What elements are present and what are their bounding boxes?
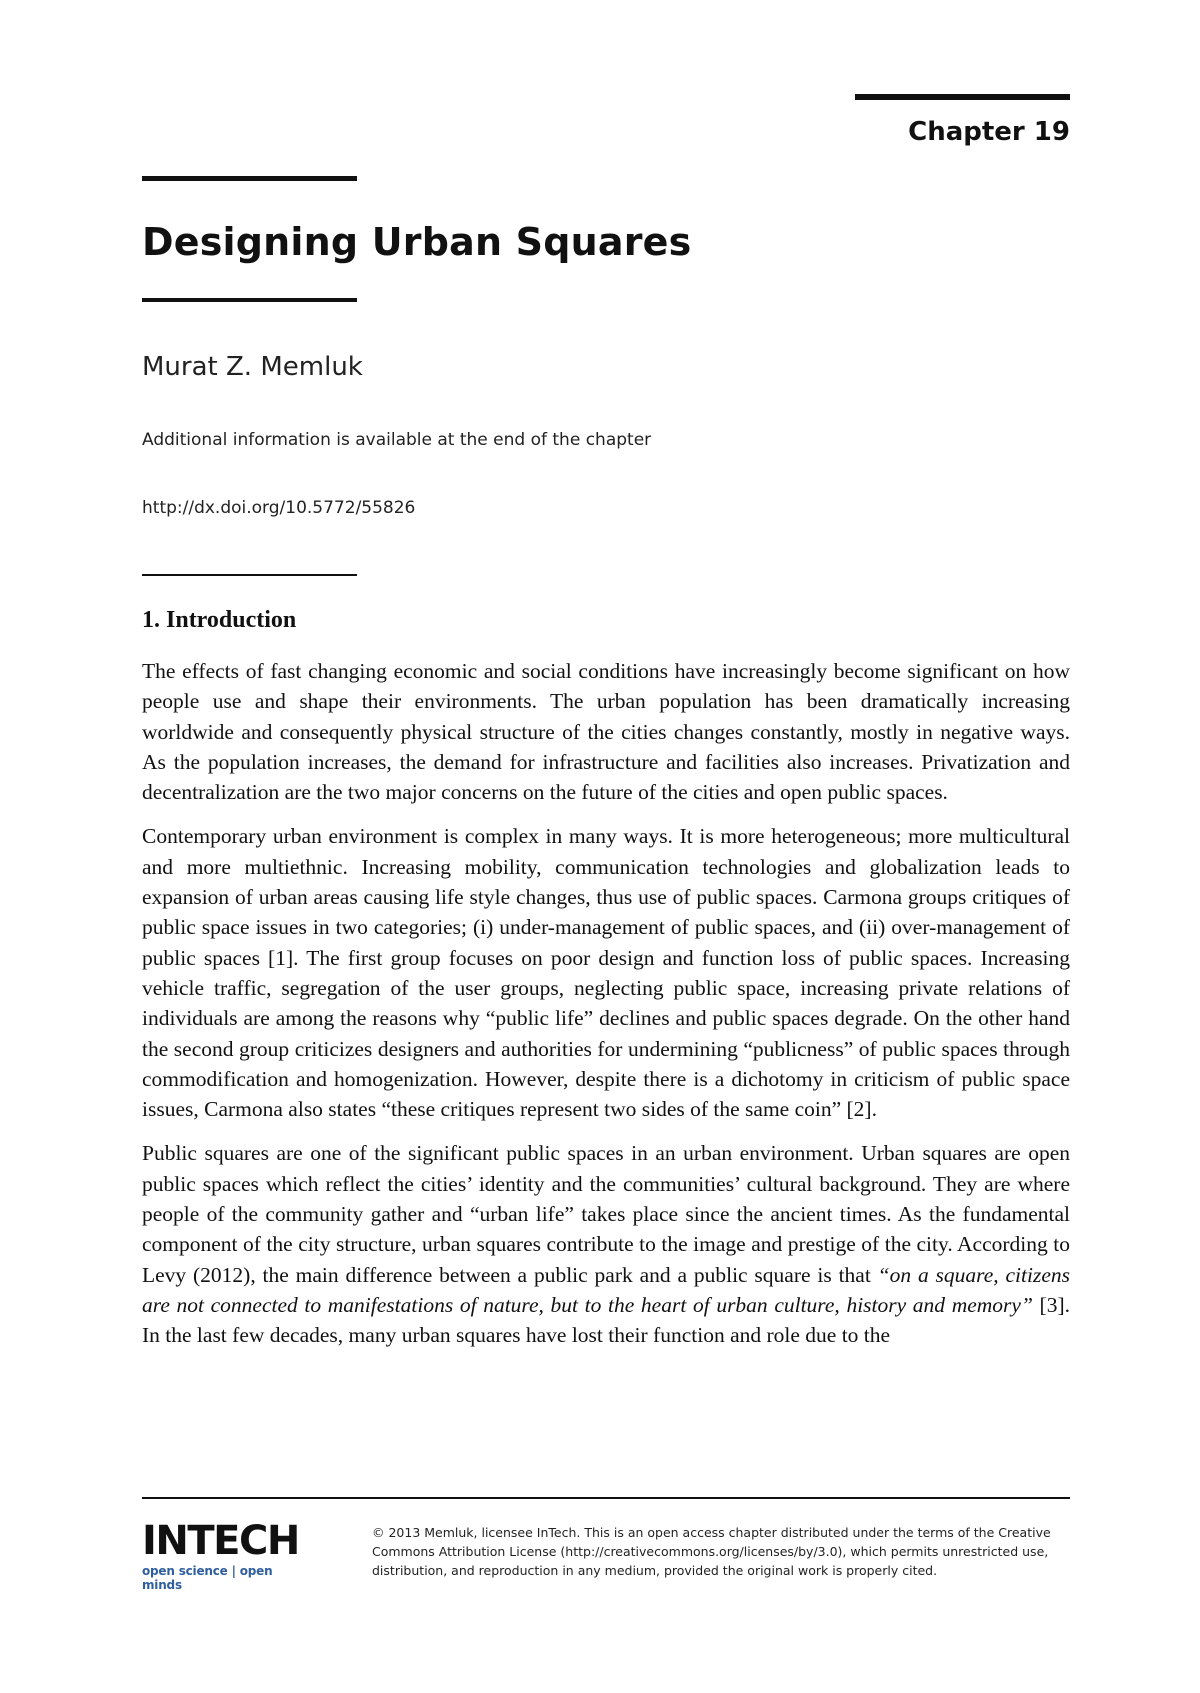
paragraph-3 bbox=[142, 1138, 1070, 1350]
doi-link[interactable]: http://dx.doi.org/10.5772/55826 bbox=[142, 498, 416, 518]
chapter-title: Designing Urban Squares bbox=[142, 220, 692, 264]
section-divider bbox=[142, 574, 357, 576]
publisher-logo bbox=[142, 1520, 302, 1592]
section-heading: 1. Introduction bbox=[142, 607, 297, 633]
chapter-label: Chapter 19 bbox=[908, 117, 1070, 147]
logo-wordmark: INTECH bbox=[142, 1518, 299, 1564]
additional-info-note: Additional information is available at the end of the chapter bbox=[142, 430, 652, 450]
paragraph-3-quote: “on a square, citizens are not connected to manifestations of nature, but to the heart of urban culture, history and memory” bbox=[142, 1262, 1070, 1317]
title-bottom-rule bbox=[142, 298, 357, 302]
paragraph-1: The effects of fast changing economic and social conditions have increasingly become significant on how people use and shape their environments. The urban population has been dramatically increasing worldwide and consequently physical structure of the cities changes constantly, mostly in negative ways. As the population increases, the demand for infrastructure and facilities also increases. Privatization and decentralization are the two major concerns on the future of the cities and open public spaces. bbox=[142, 659, 1070, 805]
license-note: © 2013 Memluk, licensee InTech. This is an open access chapter distributed under the terms of the Creative Commons Attribution License (http://creativecommons.org/licenses/by/3.0), which permits unrestricted use, distribution, and reproduction in any medium, provided the original work is properly cited. bbox=[372, 1525, 1051, 1578]
chapter-rule bbox=[855, 94, 1070, 100]
paragraph-3-text-after: [3]. In the last few decades, many urban squares have lost their function and role due to the bbox=[142, 1292, 1070, 1348]
title-top-rule bbox=[142, 176, 357, 181]
footer-rule bbox=[142, 1497, 1070, 1499]
paragraph-2: Contemporary urban environment is complex in many ways. It is more heterogeneous; more multicultural and more multiethnic. Increasing mobility, communication technologies and globalization leads to expansion of urban areas causing life style changes, thus use of public spaces. Carmona groups critiques of public space issues in two categories; (i) under-management of public spaces, and (ii) over-management of public spaces [1]. The first group focuses on poor design and function loss of public spaces. Increasing vehicle traffic, segregation of the user groups, neglecting public space, increasing private relations of individuals are among the reasons why “public life” declines and public spaces degrade. On the other hand the second group criticizes designers and authorities for undermining “publicness” of public spaces through commodification and homogenization. However, despite there is a dichotomy in criticism of public space issues, Carmona also states “these critiques represent two sides of the same coin” [2]. bbox=[142, 824, 1070, 1122]
paragraph-3-text-before: Public squares are one of the significant public spaces in an urban environment. Urban squares are open public spaces which reflect the cities’ identity and the communities’ cultural background. They are where people of the community gather and “urban life” takes place since the ancient times. As the fundamental component of the city structure, urban squares contribute to the image and prestige of the city. According to Levy (2012), the main difference between a public park and a public square is that bbox=[142, 1141, 1070, 1287]
body-text bbox=[142, 656, 1070, 1351]
author-name: Murat Z. Memluk bbox=[142, 352, 363, 382]
logo-tagline: open science | open minds bbox=[142, 1564, 273, 1592]
